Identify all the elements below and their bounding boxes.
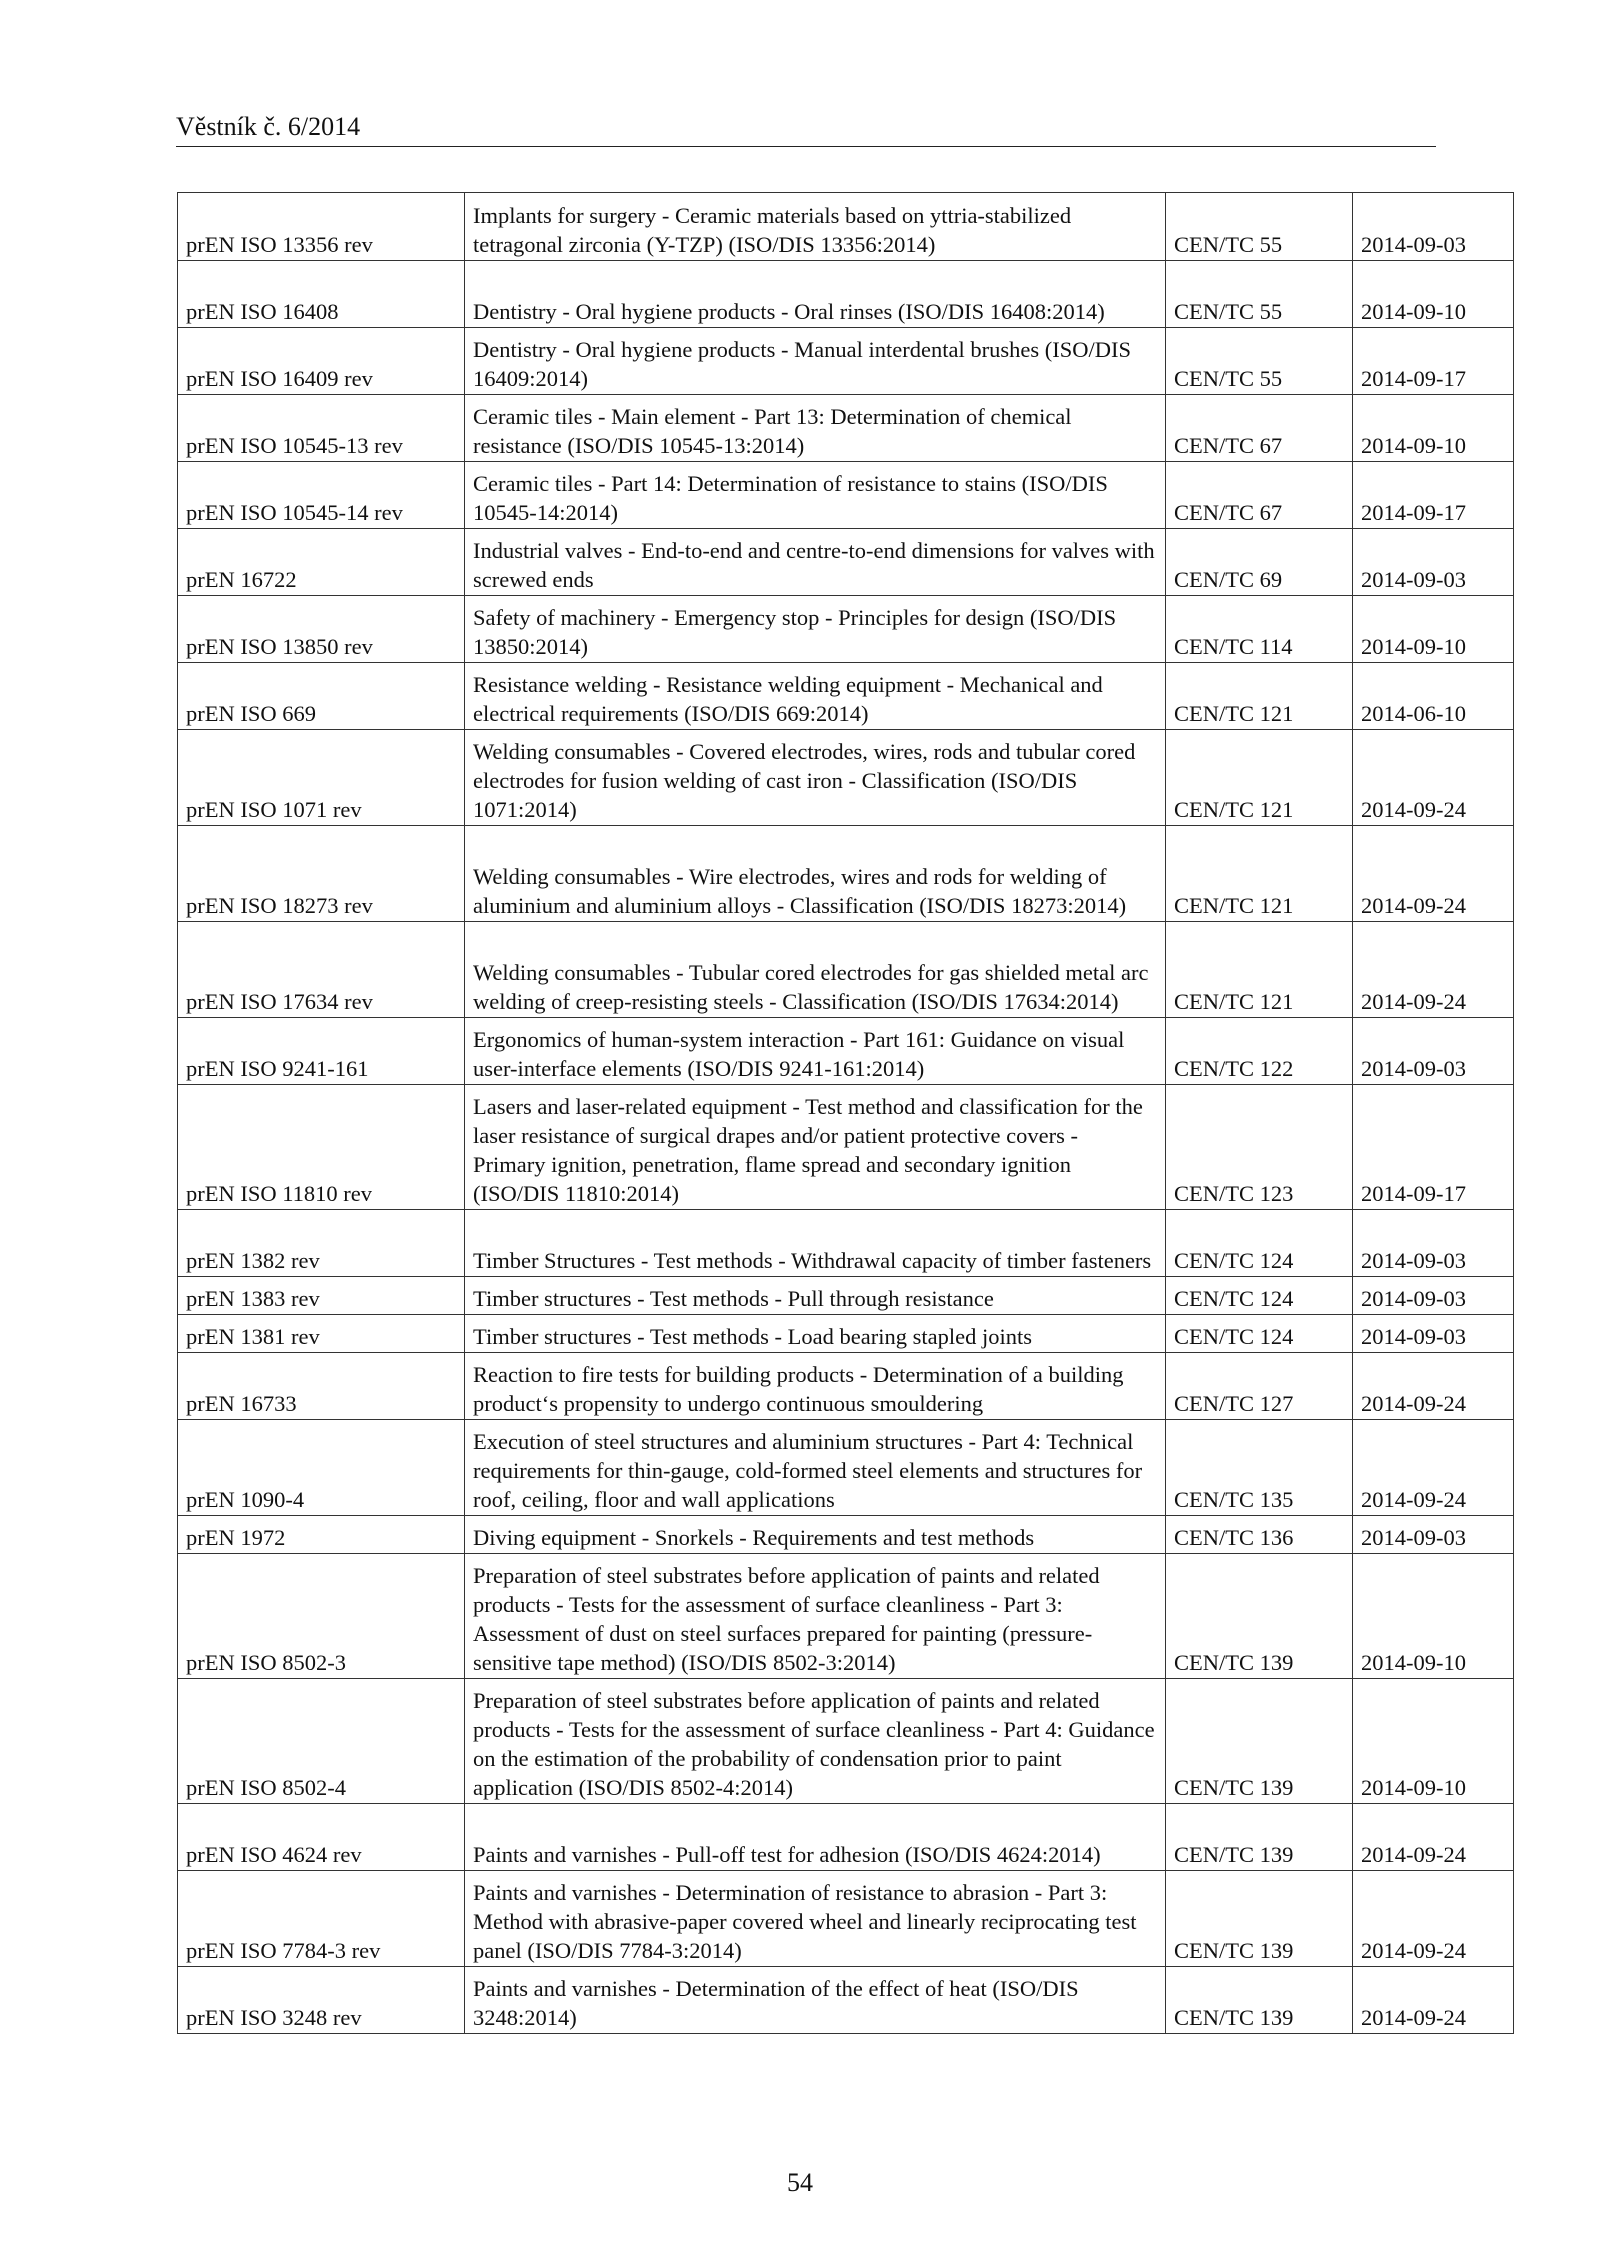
technical-committee-cell: CEN/TC 55 [1166,193,1353,261]
deadline-date-cell: 2014-09-24 [1353,1871,1514,1967]
technical-committee-cell: CEN/TC 121 [1166,826,1353,922]
standard-code-cell: prEN ISO 1071 rev [178,730,465,826]
table-row [178,1420,1514,1516]
journal-title: Věstník č. 6/2014 [176,112,361,141]
standard-title-cell: Preparation of steel substrates before application of paints and related products - Tests for the assessment of surface cleanliness - Part 4: Guidance on the estimation of the probability of condensation prior to paint application (ISO/DIS 8502-4:2014) [465,1679,1166,1804]
table-row [178,1353,1514,1420]
table-row [178,1967,1514,2034]
table-row [178,1679,1514,1804]
standard-title-cell: Ceramic tiles - Part 14: Determination of resistance to stains (ISO/DIS 10545-14:2014) [465,462,1166,529]
standard-code-cell: prEN ISO 16408 [178,261,465,328]
table-row [178,1085,1514,1210]
standard-title-cell: Timber structures - Test methods - Load bearing stapled joints [465,1315,1166,1353]
standard-title-cell: Reaction to fire tests for building products - Determination of a building product‘s propensity to undergo continuous smouldering [465,1353,1166,1420]
standard-title-cell: Ergonomics of human-system interaction - Part 161: Guidance on visual user-interface elements (ISO/DIS 9241-161:2014) [465,1018,1166,1085]
standards-table-body [178,193,1514,2034]
deadline-date-cell: 2014-09-10 [1353,1679,1514,1804]
standard-title-cell: Implants for surgery - Ceramic materials based on yttria-stabilized tetragonal zirconia (Y-TZP) (ISO/DIS 13356:2014) [465,193,1166,261]
deadline-date-cell: 2014-06-10 [1353,663,1514,730]
table-row [178,596,1514,663]
table-row [178,1554,1514,1679]
deadline-date-cell: 2014-09-10 [1353,596,1514,663]
standard-code-cell: prEN 1090-4 [178,1420,465,1516]
technical-committee-cell: CEN/TC 121 [1166,663,1353,730]
table-row [178,1277,1514,1315]
standard-code-cell: prEN ISO 669 [178,663,465,730]
standard-title-cell: Welding consumables - Wire electrodes, wires and rods for welding of aluminium and aluminium alloys - Classification (ISO/DIS 18273:2014) [465,826,1166,922]
standard-code-cell: prEN 1383 rev [178,1277,465,1315]
standard-title-cell: Ceramic tiles - Main element - Part 13: Determination of chemical resistance (ISO/DIS 10545-13:2014) [465,395,1166,462]
technical-committee-cell: CEN/TC 124 [1166,1315,1353,1353]
standard-code-cell: prEN ISO 7784-3 rev [178,1871,465,1967]
technical-committee-cell: CEN/TC 69 [1166,529,1353,596]
table-row [178,261,1514,328]
table-row [178,1804,1514,1871]
table-row [178,328,1514,395]
deadline-date-cell: 2014-09-03 [1353,193,1514,261]
standard-code-cell: prEN ISO 10545-14 rev [178,462,465,529]
table-row [178,1315,1514,1353]
table-row [178,730,1514,826]
deadline-date-cell: 2014-09-24 [1353,1967,1514,2034]
deadline-date-cell: 2014-09-24 [1353,826,1514,922]
technical-committee-cell: CEN/TC 136 [1166,1516,1353,1554]
deadline-date-cell: 2014-09-03 [1353,1018,1514,1085]
deadline-date-cell: 2014-09-24 [1353,922,1514,1018]
deadline-date-cell: 2014-09-24 [1353,1420,1514,1516]
page-header [176,112,1436,147]
standard-title-cell: Welding consumables - Tubular cored electrodes for gas shielded metal arc welding of creep-resisting steels - Classification (ISO/DIS 17634:2014) [465,922,1166,1018]
standard-code-cell: prEN ISO 17634 rev [178,922,465,1018]
table-row [178,1018,1514,1085]
standard-title-cell: Resistance welding - Resistance welding equipment - Mechanical and electrical requirements (ISO/DIS 669:2014) [465,663,1166,730]
table-row [178,922,1514,1018]
table-row [178,395,1514,462]
deadline-date-cell: 2014-09-24 [1353,1353,1514,1420]
standard-title-cell: Execution of steel structures and aluminium structures - Part 4: Technical requirements for thin-gauge, cold-formed steel elements and structures for roof, ceiling, floor and wall applications [465,1420,1166,1516]
technical-committee-cell: CEN/TC 139 [1166,1804,1353,1871]
technical-committee-cell: CEN/TC 135 [1166,1420,1353,1516]
technical-committee-cell: CEN/TC 67 [1166,462,1353,529]
deadline-date-cell: 2014-09-03 [1353,1516,1514,1554]
deadline-date-cell: 2014-09-03 [1353,1277,1514,1315]
table-row [178,193,1514,261]
technical-committee-cell: CEN/TC 127 [1166,1353,1353,1420]
technical-committee-cell: CEN/TC 121 [1166,730,1353,826]
table-row [178,1871,1514,1967]
technical-committee-cell: CEN/TC 124 [1166,1277,1353,1315]
technical-committee-cell: CEN/TC 139 [1166,1967,1353,2034]
standard-code-cell: prEN ISO 18273 rev [178,826,465,922]
table-row [178,1516,1514,1554]
deadline-date-cell: 2014-09-24 [1353,730,1514,826]
standard-code-cell: prEN ISO 13850 rev [178,596,465,663]
technical-committee-cell: CEN/TC 114 [1166,596,1353,663]
standard-code-cell: prEN 16722 [178,529,465,596]
standard-code-cell: prEN 1382 rev [178,1210,465,1277]
standard-code-cell: prEN ISO 9241-161 [178,1018,465,1085]
standard-code-cell: prEN ISO 16409 rev [178,328,465,395]
deadline-date-cell: 2014-09-03 [1353,1210,1514,1277]
standard-title-cell: Paints and varnishes - Determination of resistance to abrasion - Part 3: Method with abrasive-paper covered wheel and linearly reciprocating test panel (ISO/DIS 7784-3:2014) [465,1871,1166,1967]
standard-title-cell: Lasers and laser-related equipment - Test method and classification for the laser resistance of surgical drapes and/or patient protective covers - Primary ignition, penetration, flame spread and secondary ignition (ISO/DIS 11810:2014) [465,1085,1166,1210]
deadline-date-cell: 2014-09-24 [1353,1804,1514,1871]
deadline-date-cell: 2014-09-17 [1353,328,1514,395]
deadline-date-cell: 2014-09-17 [1353,462,1514,529]
technical-committee-cell: CEN/TC 55 [1166,261,1353,328]
technical-committee-cell: CEN/TC 67 [1166,395,1353,462]
standard-code-cell: prEN ISO 3248 rev [178,1967,465,2034]
page-number: 54 [787,2168,813,2197]
table-row [178,529,1514,596]
standard-title-cell: Dentistry - Oral hygiene products - Manual interdental brushes (ISO/DIS 16409:2014) [465,328,1166,395]
technical-committee-cell: CEN/TC 139 [1166,1871,1353,1967]
standard-title-cell: Preparation of steel substrates before application of paints and related products - Tests for the assessment of surface cleanliness - Part 3: Assessment of dust on steel surfaces prepared for painting (pressure-sensitive tape method) (ISO/DIS 8502-3:2014) [465,1554,1166,1679]
standard-code-cell: prEN ISO 10545-13 rev [178,395,465,462]
standard-title-cell: Timber Structures - Test methods - Withdrawal capacity of timber fasteners [465,1210,1166,1277]
technical-committee-cell: CEN/TC 139 [1166,1679,1353,1804]
deadline-date-cell: 2014-09-10 [1353,1554,1514,1679]
standard-code-cell: prEN ISO 11810 rev [178,1085,465,1210]
deadline-date-cell: 2014-09-03 [1353,529,1514,596]
table-row [178,1210,1514,1277]
technical-committee-cell: CEN/TC 123 [1166,1085,1353,1210]
technical-committee-cell: CEN/TC 122 [1166,1018,1353,1085]
standard-code-cell: prEN ISO 13356 rev [178,193,465,261]
standard-code-cell: prEN ISO 4624 rev [178,1804,465,1871]
standards-table [177,192,1514,2034]
deadline-date-cell: 2014-09-03 [1353,1315,1514,1353]
table-row [178,826,1514,922]
table-row [178,462,1514,529]
standard-code-cell: prEN 1972 [178,1516,465,1554]
table-row [178,663,1514,730]
standard-title-cell: Diving equipment - Snorkels - Requirements and test methods [465,1516,1166,1554]
standard-title-cell: Paints and varnishes - Determination of the effect of heat (ISO/DIS 3248:2014) [465,1967,1166,2034]
standard-title-cell: Timber structures - Test methods - Pull through resistance [465,1277,1166,1315]
deadline-date-cell: 2014-09-10 [1353,261,1514,328]
standard-title-cell: Paints and varnishes - Pull-off test for adhesion (ISO/DIS 4624:2014) [465,1804,1166,1871]
standard-code-cell: prEN ISO 8502-4 [178,1679,465,1804]
standard-title-cell: Safety of machinery - Emergency stop - Principles for design (ISO/DIS 13850:2014) [465,596,1166,663]
standard-title-cell: Industrial valves - End-to-end and centre-to-end dimensions for valves with screwed ends [465,529,1166,596]
standard-code-cell: prEN 1381 rev [178,1315,465,1353]
standard-title-cell: Dentistry - Oral hygiene products - Oral rinses (ISO/DIS 16408:2014) [465,261,1166,328]
deadline-date-cell: 2014-09-17 [1353,1085,1514,1210]
standard-title-cell: Welding consumables - Covered electrodes, wires, rods and tubular cored electrodes for fusion welding of cast iron - Classification (ISO/DIS 1071:2014) [465,730,1166,826]
deadline-date-cell: 2014-09-10 [1353,395,1514,462]
technical-committee-cell: CEN/TC 124 [1166,1210,1353,1277]
technical-committee-cell: CEN/TC 139 [1166,1554,1353,1679]
technical-committee-cell: CEN/TC 55 [1166,328,1353,395]
technical-committee-cell: CEN/TC 121 [1166,922,1353,1018]
standard-code-cell: prEN 16733 [178,1353,465,1420]
standard-code-cell: prEN ISO 8502-3 [178,1554,465,1679]
